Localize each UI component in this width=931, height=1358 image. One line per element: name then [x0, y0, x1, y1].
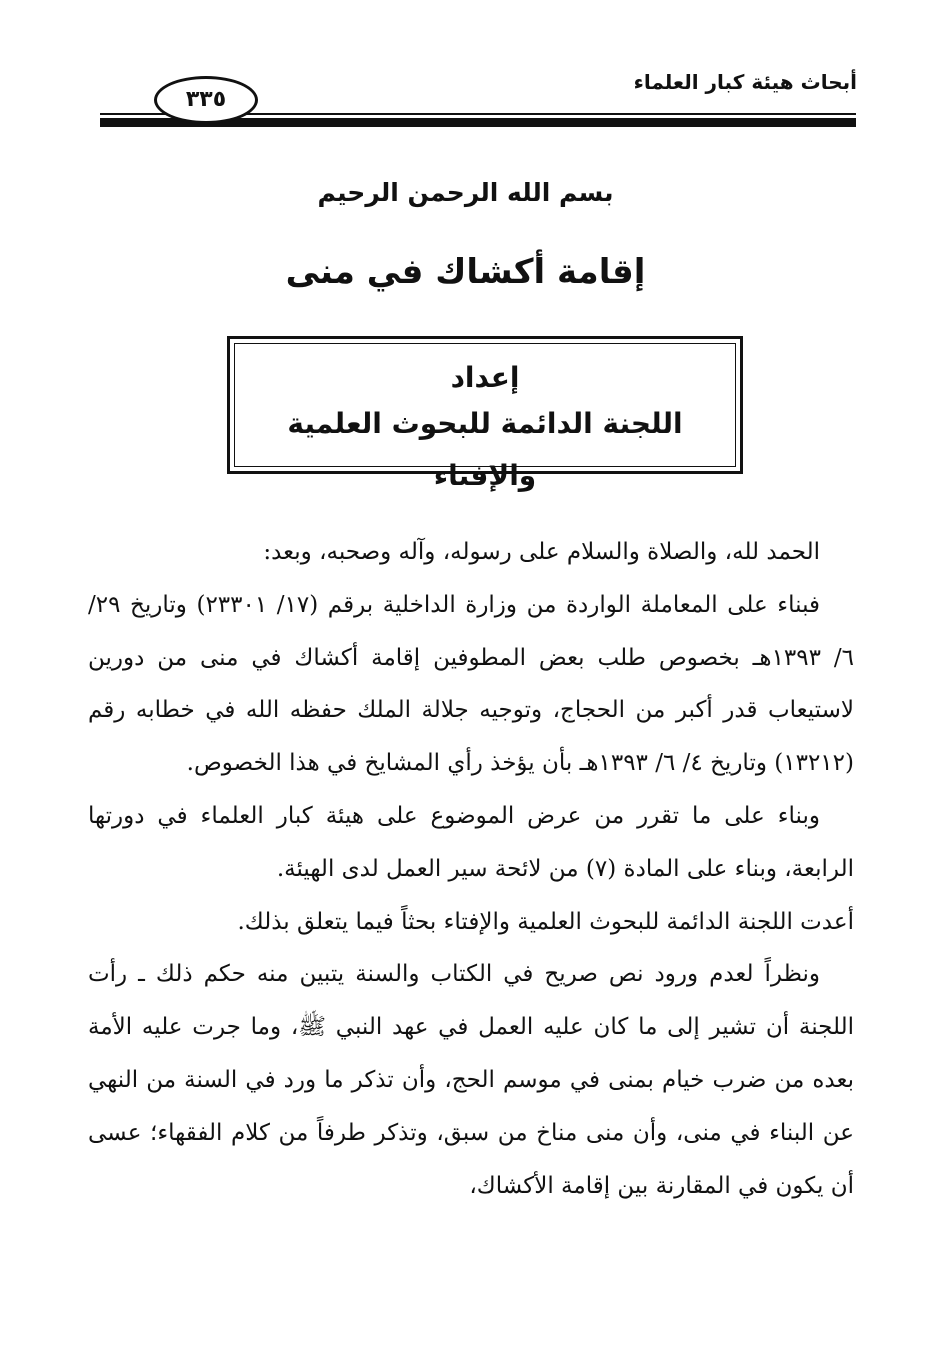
paragraph-rationale: ونظراً لعدم ورود نص صريح في الكتاب والسنة يتبين منه حكم ذلك ـ رأت اللجنة أن تشير إلى ما كان عليه العمل في عهد النبي ﷺ، وما جرت عليه الأمة بعده من ضرب خيام بمنى في موسم الحج، وأن تذكر ما ورد في السنة من النهي عن البناء في منى، وأن منى مناخ من سبق، وتذكر طرفاً من كلام الفقهاء؛ عسى أن يكون في المقارنة بين إقامة الأكشاك،: [88, 961, 854, 1199]
running-header: أبحاث هيئة كبار العلماء: [633, 70, 857, 94]
page-number: ٣٣٥: [154, 76, 258, 124]
paragraph-request: فبناء على المعاملة الواردة من وزارة الداخلية برقم (١٧/ ٢٣٣٠١) وتاريخ ٢٩/ ٦/ ١٣٩٣هـ بخصوص طلب بعض المطوفين إقامة أكشاك في منى من دورين لاستيعاب قدر أكبر من الحجاج، وتوجيه جلالة الملك حفظه الله في خطابه رقم (١٣٢١٢) وتاريخ ٤/ ٦/ ١٣٩٣هـ بأن يؤخذ رأي المشايخ في هذا الخصوص.: [88, 591, 855, 777]
frame-committee-name: اللجنة الدائمة للبحوث العلمية والإفتاء: [287, 407, 683, 492]
authorship-frame: [227, 336, 743, 492]
basmala: بسم الله الرحمن الرحيم: [317, 178, 614, 207]
frame-prepared-by: إعداد: [450, 361, 520, 394]
body-text: [88, 526, 854, 1212]
authorship-frame-inner: [234, 343, 736, 492]
paragraph-session: وبناء على ما تقرر من عرض الموضوع على هيئة كبار العلماء في دورتها الرابعة، وبناء على المادة (٧) من لائحة سير العمل لدى الهيئة.: [88, 802, 854, 882]
page-title: إقامة أكشاك في منى: [285, 252, 646, 292]
paragraph-opening: الحمد لله، والصلاة والسلام على رسوله، وآله وصحبه، وبعد:: [263, 539, 820, 565]
paragraph-prepared: أعدت اللجنة الدائمة للبحوث العلمية والإفتاء بحثاً فيما يتعلق بذلك.: [237, 908, 854, 935]
